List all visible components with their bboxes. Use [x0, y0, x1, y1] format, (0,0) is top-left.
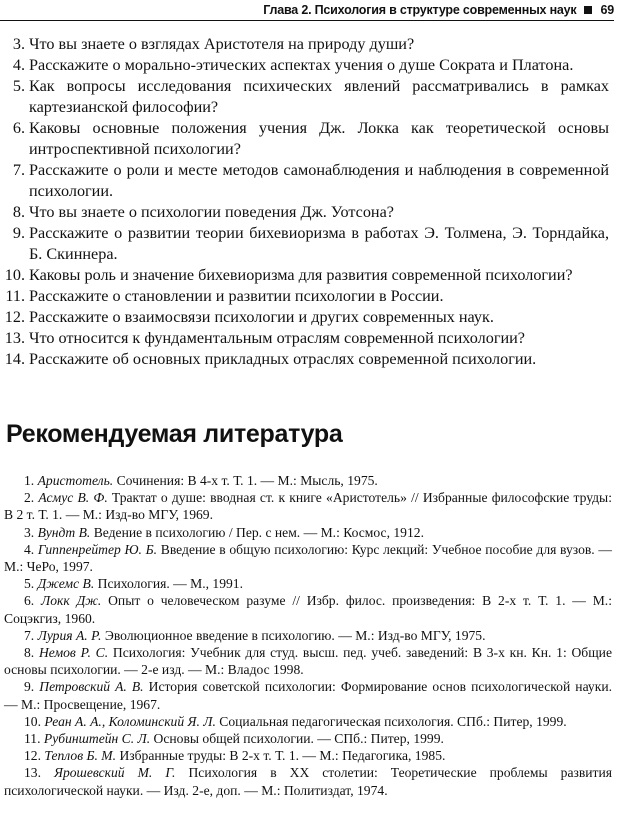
literature-item: 7. Лурия А. Р. Эволюционное введение в психологию. — М.: Изд-во МГУ, 1975.: [24, 627, 486, 643]
question-item: 4. Расскажите о морально-этических аспектах учения о душе Сократа и Платона.: [12, 56, 574, 74]
question-item: 10. Каковы роль и значение бихевиоризма для развития современной психологии?: [4, 266, 573, 284]
literature-item: 13. Ярошевский М. Г. Психология в XX столетии: Теоретические проблемы развития психологической науки. — Изд. 2-е, доп. — М.: Политиздат, 1974.: [4, 765, 613, 798]
literature-item: 3. Вундт В. Ведение в психологию / Пер. с нем. — М.: Космос, 1912.: [24, 524, 424, 540]
question-item: 6. Каковы основные положения учения Дж. Локка как теоретической основы интроспективной психологии?: [12, 119, 609, 158]
question-item: 12. Расскажите о взаимосвязи психологии и других современных наук.: [4, 308, 494, 326]
literature-item: 2. Асмус В. Ф. Трактат о душе: вводная ст. к книге «Аристотель» // Избранные философские труды: В 2 т. Т. 1. — М.: Изд-во МГУ, 1969.: [4, 490, 612, 523]
literature-item: 5. Джемс В. Психология. — М., 1991.: [24, 576, 244, 592]
literature-item: 12. Теплов Б. М. Избранные труды: В 2-х т. Т. 1. — М.: Педагогика, 1985.: [24, 748, 446, 764]
question-item: 13. Что относится к фундаментальным отраслям современной психологии?: [4, 329, 525, 347]
question-item: 8. Что вы знаете о психологии поведения Дж. Уотсона?: [12, 203, 394, 221]
literature-item: 8. Немов Р. С. Психология: Учебник для студ. высш. пед. учеб. заведений: В 3-х кн. Кн. 1: Общие основы психологии. — 2-е изд. — М.: Владос 1998.: [4, 645, 612, 678]
question-item: 7. Расскажите о роли и месте методов самонаблюдения и наблюдения в современной психологии.: [12, 161, 609, 200]
literature-item: 4. Гиппенрейтер Ю. Б. Введение в общую психологию: Курс лекций: Учебное пособие для вузов. — М.: ЧеРо, 1997.: [4, 541, 612, 575]
question-item: 14. Расскажите об основных прикладных отраслях современной психологии.: [4, 350, 537, 368]
literature-list: [4, 472, 612, 799]
square-bullet-icon: [584, 6, 592, 14]
question-item: 5. Как вопросы исследования психических явлений рассматривались в рамках картезианской философии?: [12, 77, 609, 116]
chapter-title: Глава 2. Психология в структуре современных наук: [263, 3, 577, 17]
literature-item: 6. Локк Дж. Опыт о человеческом разуме // Избр. филос. произведения: В 2-х т. Т. 1. — М.: Соцэкгиз, 1960.: [4, 593, 612, 626]
page-header: [0, 0, 614, 21]
review-questions-list: [6, 34, 609, 370]
literature-item: 9. Петровский А. В. История советской психологии: Формирование основ психологической науки. — М.: Просвещение, 1967.: [4, 679, 612, 712]
literature-heading: Рекомендуемая литература: [6, 420, 343, 448]
literature-item: 11. Рубинштейн С. Л. Основы общей психологии. — СПб.: Питер, 1999.: [24, 731, 444, 747]
literature-item: 10. Реан А. А., Коломинский Я. Л. Социальная педагогическая психология. СПб.: Питер, 1999.: [24, 713, 567, 729]
question-item: 3. Что вы знаете о взглядах Аристотеля на природу души?: [12, 35, 415, 53]
question-item: 11. Расскажите о становлении и развитии психологии в России.: [5, 287, 444, 305]
question-item: 9. Расскажите о развитии теории бихевиоризма в работах Э. Толмена, Э. Торндайка, Б. Скиннера.: [12, 224, 609, 263]
page-number: 69: [600, 3, 614, 17]
literature-item: 1. Аристотель. Сочинения: В 4-х т. Т. 1. — М.: Мысль, 1975.: [24, 473, 378, 488]
